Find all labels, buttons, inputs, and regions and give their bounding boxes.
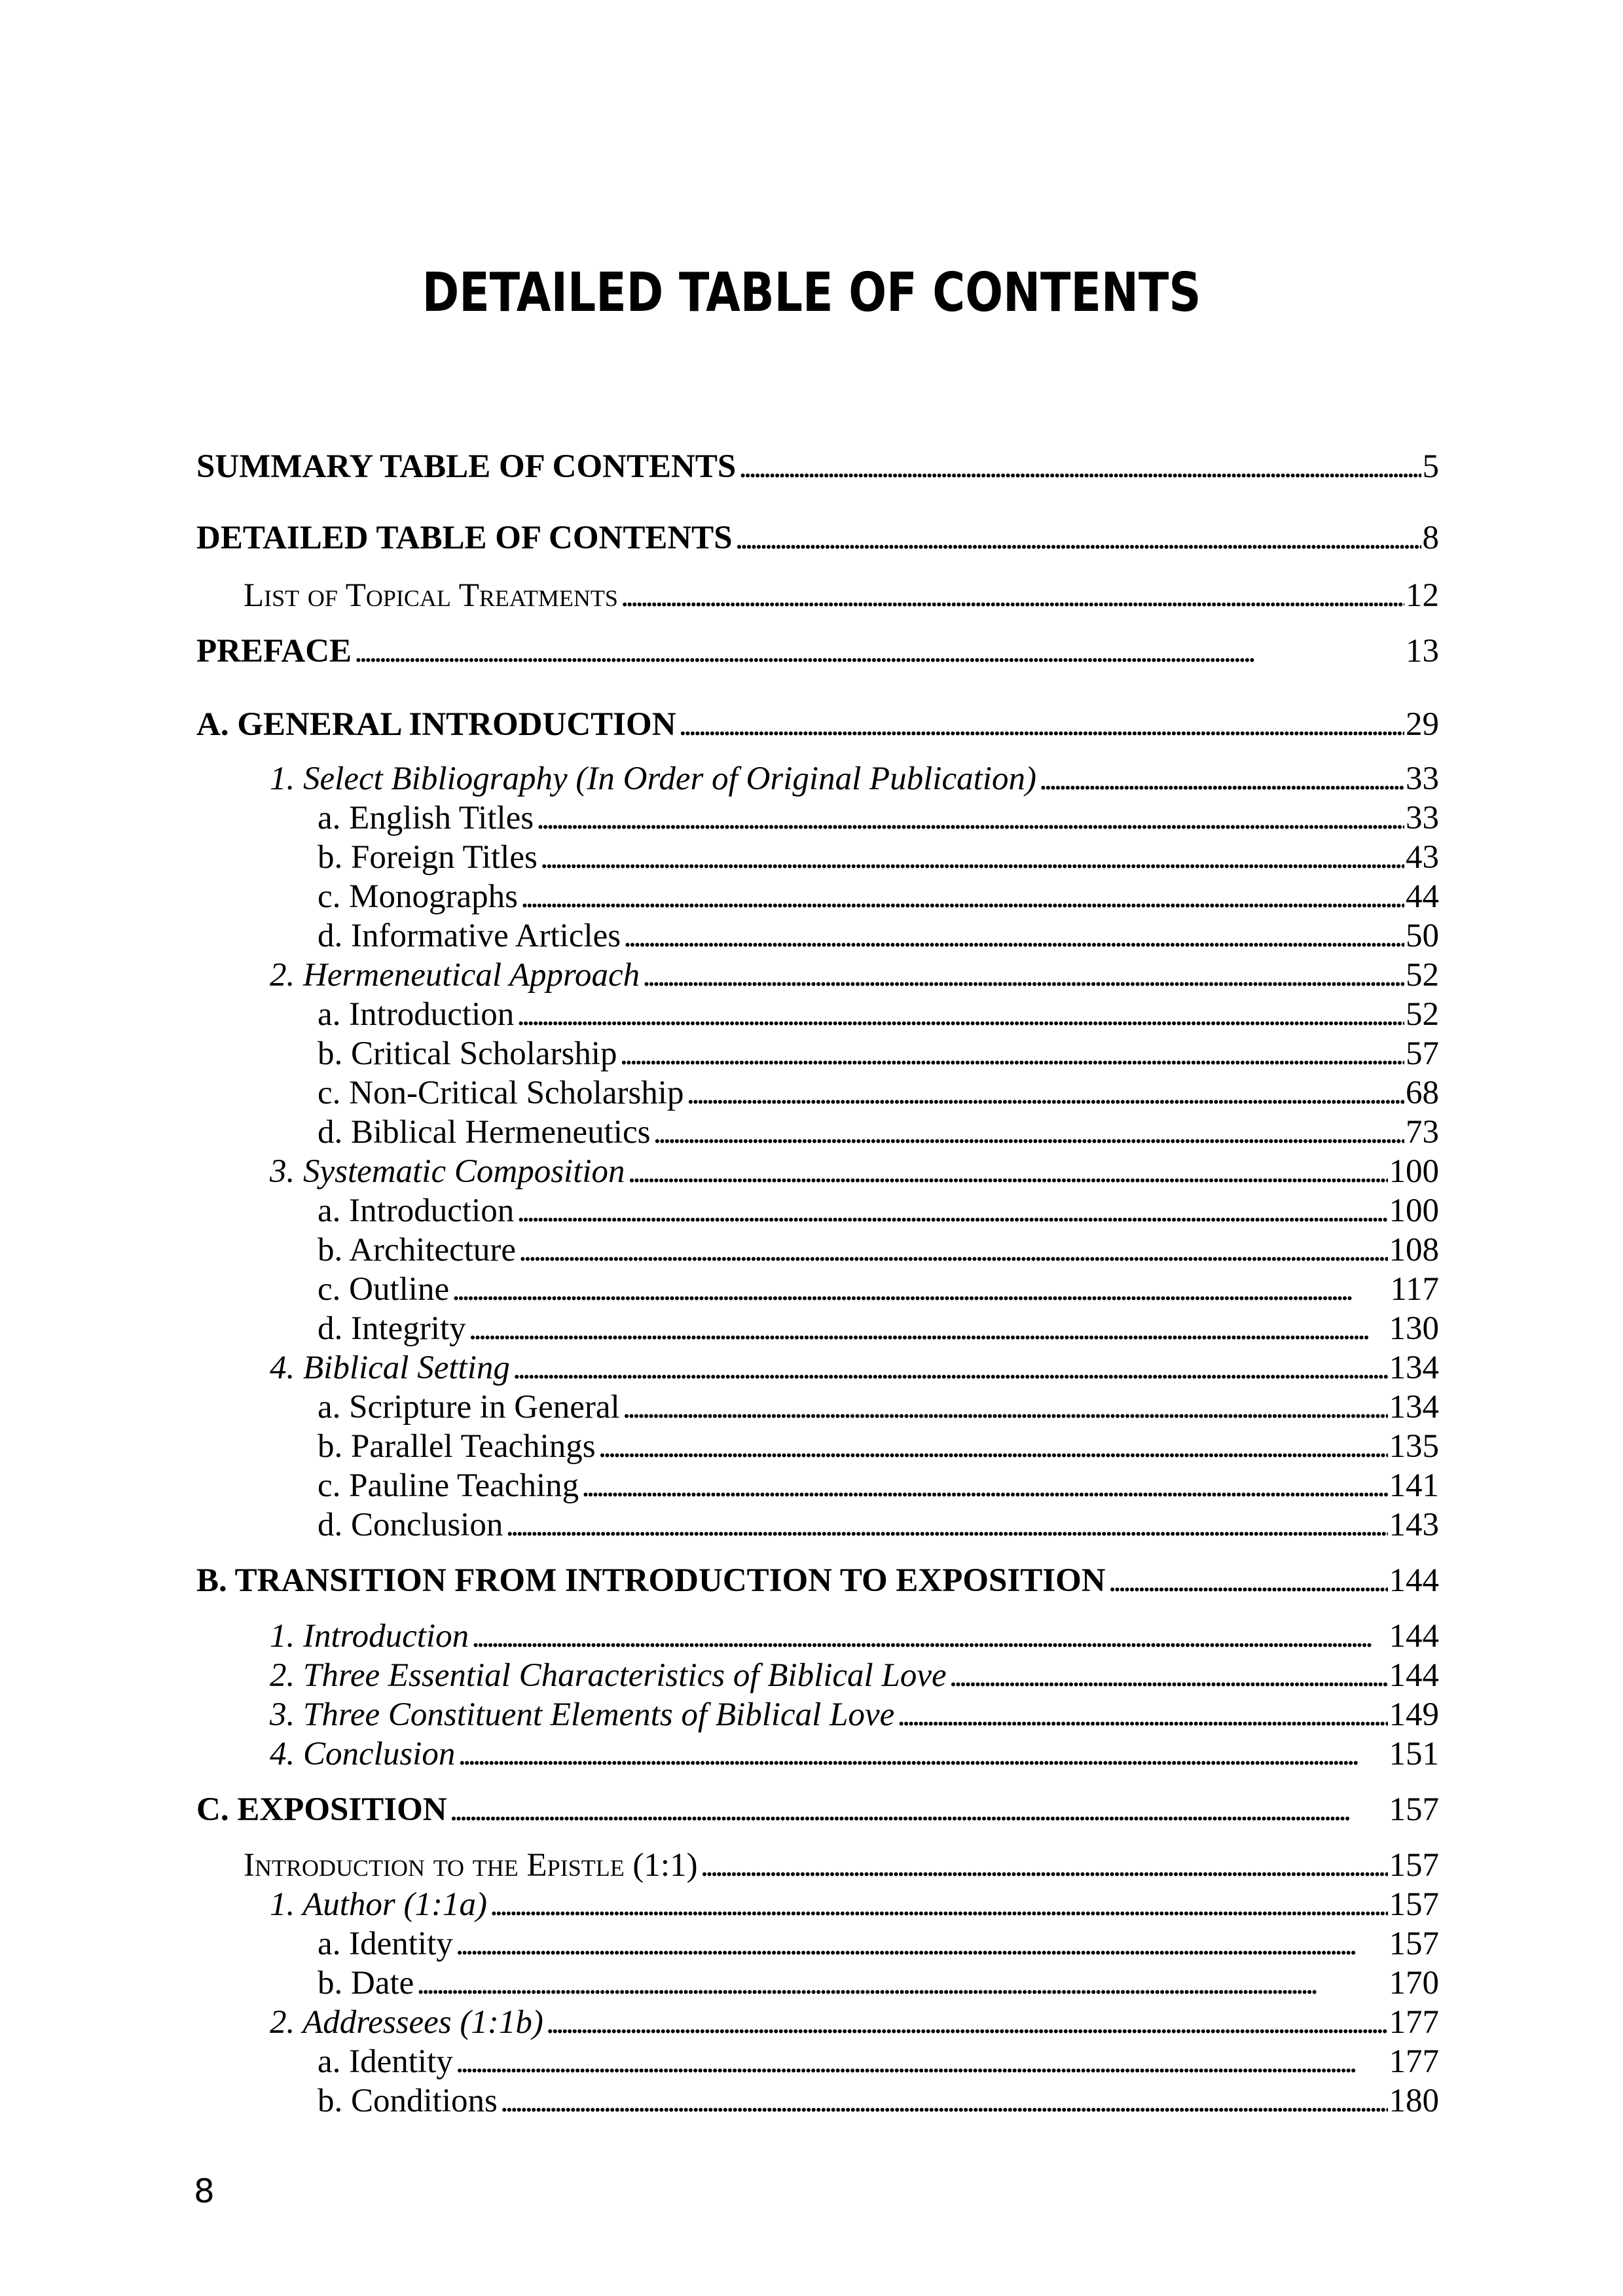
toc-entry-conditions[interactable] <box>318 2081 1439 2121</box>
toc-entry-detailed-table-of-contents[interactable] <box>196 518 1439 558</box>
toc-leader-dots <box>513 1348 1388 1388</box>
toc-entry-title: B. TRANSITION FROM INTRODUCTION TO EXPOSITION <box>196 1562 1106 1599</box>
toc-entry-title: c. Monographs <box>318 878 518 915</box>
toc-entry-introduction[interactable] <box>318 1191 1439 1230</box>
toc-entry-author[interactable] <box>270 1885 1439 1924</box>
toc-entry-systematic-composition[interactable] <box>270 1152 1439 1191</box>
toc-leader-dots <box>456 1924 1388 1964</box>
toc-entry-page: 12 <box>1406 577 1439 614</box>
toc-entry-title: c. Outline <box>318 1271 450 1308</box>
toc-entry-page: 144 <box>1389 1562 1439 1599</box>
toc-entry-title: SUMMARY TABLE OF CONTENTS <box>196 448 737 485</box>
toc-leader-dots <box>1108 1561 1388 1600</box>
toc-entry-english-titles[interactable] <box>318 798 1439 838</box>
toc-entry-integrity[interactable] <box>318 1309 1439 1348</box>
toc-entry-identity[interactable] <box>318 1924 1439 1964</box>
toc-entry-page: 141 <box>1389 1467 1439 1504</box>
toc-entry-page: 177 <box>1389 2043 1439 2080</box>
toc-leader-dots <box>452 1270 1389 1309</box>
toc-leader-dots <box>500 2081 1388 2121</box>
toc-entry-page: 29 <box>1406 706 1439 743</box>
toc-leader-dots <box>490 1885 1388 1924</box>
toc-leader-dots <box>598 1427 1388 1466</box>
toc-leader-dots <box>546 2003 1388 2042</box>
toc-entry-page: 157 <box>1389 1886 1439 1923</box>
toc-entry-title: DETAILED TABLE OF CONTENTS <box>196 520 733 556</box>
toc-leader-dots <box>540 838 1404 877</box>
toc-entry-title: 4. Biblical Setting <box>270 1350 510 1386</box>
toc-leader-dots <box>505 1505 1387 1545</box>
toc-entry-biblical-hermeneutics[interactable] <box>318 1113 1439 1152</box>
toc-entry-title: a. Identity <box>318 1926 453 1962</box>
toc-entry-title: b. Critical Scholarship <box>318 1035 617 1072</box>
toc-entry-title: C. EXPOSITION <box>196 1791 447 1828</box>
toc-entry-title: b. Architecture <box>318 1232 517 1268</box>
toc-leader-dots <box>623 1388 1388 1427</box>
toc-entry-page: 13 <box>1406 633 1439 670</box>
toc-entry-summary-table-of-contents[interactable] <box>196 447 1439 486</box>
toc-entry-title: 1. Select Bibliography (In Order of Original Publication) <box>270 761 1036 797</box>
toc-leader-dots <box>450 1790 1388 1829</box>
toc-entry-title: d. Conclusion <box>318 1507 503 1543</box>
toc-entry-conclusion[interactable] <box>270 1734 1439 1774</box>
toc-leader-dots <box>628 1152 1388 1191</box>
toc-entry-page: 33 <box>1406 761 1439 797</box>
toc-entry-conclusion[interactable] <box>318 1505 1439 1545</box>
toc-entry-general-introduction[interactable] <box>196 705 1439 744</box>
toc-entry-title: 3. Three Constituent Elements of Biblical Love <box>270 1696 895 1733</box>
toc-entry-three-constituent-elements[interactable] <box>270 1695 1439 1734</box>
toc-entry-title: d. Informative Articles <box>318 918 621 954</box>
toc-entry-title: Introduction to the Epistle (1:1) <box>244 1847 698 1884</box>
toc-entry-page: 100 <box>1389 1193 1439 1229</box>
toc-entry-page: 50 <box>1406 918 1439 954</box>
toc-entry-title: a. Introduction <box>318 1193 515 1229</box>
toc-entry-page: 44 <box>1406 878 1439 915</box>
toc-entry-title: 2. Hermeneutical Approach <box>270 957 640 994</box>
toc-entry-non-critical-scholarship[interactable] <box>318 1073 1439 1113</box>
toc-entry-transition[interactable] <box>196 1561 1439 1600</box>
toc-leader-dots <box>469 1309 1388 1348</box>
toc-entry-page: 68 <box>1406 1075 1439 1111</box>
toc-entry-page: 143 <box>1389 1507 1439 1543</box>
toc-entry-title: 3. Systematic Composition <box>270 1153 625 1190</box>
toc-entry-title: PREFACE <box>196 633 352 670</box>
toc-entry-page: 134 <box>1389 1389 1439 1426</box>
toc-entry-page: 157 <box>1389 1847 1439 1884</box>
toc-leader-dots <box>735 518 1421 558</box>
toc-entry-title: c. Pauline Teaching <box>318 1467 579 1504</box>
toc-entry-informative-articles[interactable] <box>318 916 1439 956</box>
toc-entry-page: 135 <box>1389 1428 1439 1465</box>
toc-entry-title: A. GENERAL INTRODUCTION <box>196 706 676 743</box>
toc-entry-title: 2. Three Essential Characteristics of Biblical Love <box>270 1657 947 1694</box>
toc-entry-page: 57 <box>1406 1035 1439 1072</box>
toc-entry-critical-scholarship[interactable] <box>318 1034 1439 1073</box>
toc-leader-dots <box>653 1113 1404 1152</box>
toc-leader-dots <box>679 705 1404 744</box>
toc-entry-preface[interactable] <box>196 632 1439 671</box>
toc-entry-parallel-teachings[interactable] <box>318 1427 1439 1466</box>
toc-entry-page: 170 <box>1389 1965 1439 2001</box>
toc-entry-page: 130 <box>1389 1310 1439 1347</box>
toc-leader-dots <box>456 2042 1388 2081</box>
page-number: 8 <box>194 2172 215 2210</box>
toc-entry-three-essential-characteristics[interactable] <box>270 1656 1439 1695</box>
toc-leader-dots <box>1039 759 1404 798</box>
page-title: DETAILED TABLE OF CONTENTS <box>422 262 1201 324</box>
toc-leader-dots <box>897 1695 1387 1734</box>
toc-entry-title: c. Non-Critical Scholarship <box>318 1075 684 1111</box>
toc-entry-page: 157 <box>1389 1791 1439 1828</box>
toc-entry-title: 4. Conclusion <box>270 1736 456 1772</box>
toc-entry-page: 151 <box>1389 1736 1439 1772</box>
toc-leader-dots <box>519 1230 1387 1270</box>
toc-entry-page: 73 <box>1406 1114 1439 1151</box>
toc-entry-title: b. Conditions <box>318 2083 498 2119</box>
toc-leader-dots <box>620 1034 1404 1073</box>
toc-entry-page: 43 <box>1406 839 1439 876</box>
toc-entry-page: 134 <box>1389 1350 1439 1386</box>
toc-entry-title: 1. Author (1:1a) <box>270 1886 487 1923</box>
toc-entry-introduction-to-the-epistle[interactable] <box>244 1846 1439 1885</box>
toc-entry-introduction[interactable] <box>270 1617 1439 1656</box>
toc-entry-page: 144 <box>1389 1618 1439 1655</box>
toc-entry-pauline-teaching[interactable] <box>318 1466 1439 1505</box>
toc-entry-page: 108 <box>1389 1232 1439 1268</box>
toc-entry-page: 144 <box>1389 1657 1439 1694</box>
toc-entry-title: b. Parallel Teachings <box>318 1428 596 1465</box>
toc-entry-page: 180 <box>1389 2083 1439 2119</box>
toc-leader-dots <box>739 447 1421 486</box>
toc-leader-dots <box>471 1617 1387 1656</box>
toc-leader-dots <box>642 956 1404 995</box>
toc-entry-architecture[interactable] <box>318 1230 1439 1270</box>
toc-entry-title: d. Biblical Hermeneutics <box>318 1114 651 1151</box>
toc-leader-dots <box>458 1734 1387 1774</box>
toc-entry-title: b. Date <box>318 1965 414 2001</box>
toc-entry-date[interactable] <box>318 1964 1439 2003</box>
toc-entry-hermeneutical-approach[interactable] <box>270 956 1439 995</box>
toc-entry-page: 52 <box>1406 996 1439 1033</box>
toc-leader-dots <box>536 798 1404 838</box>
toc-entry-page: 177 <box>1389 2004 1439 2041</box>
toc-leader-dots <box>701 1846 1388 1885</box>
toc-entry-page: 5 <box>1422 448 1439 485</box>
toc-entry-outline[interactable] <box>318 1270 1439 1309</box>
toc-entry-page: 52 <box>1406 957 1439 994</box>
toc-entry-page: 117 <box>1390 1271 1439 1308</box>
toc-leader-dots <box>621 576 1404 615</box>
toc-entry-exposition[interactable] <box>196 1790 1439 1829</box>
toc-entry-monographs[interactable] <box>318 877 1439 916</box>
toc-entry-biblical-setting[interactable] <box>270 1348 1439 1388</box>
toc-entry-title: 1. Introduction <box>270 1618 469 1655</box>
toc-entry-scripture-in-general[interactable] <box>318 1388 1439 1427</box>
toc-leader-dots <box>623 916 1404 956</box>
toc-leader-dots <box>581 1466 1387 1505</box>
toc-entry-list-of-topical-treatments[interactable] <box>244 576 1439 615</box>
toc-leader-dots <box>517 1191 1387 1230</box>
toc-entry-title: List of Topical Treatments <box>244 577 618 614</box>
toc-leader-dots <box>949 1656 1388 1695</box>
toc-entry-introduction[interactable] <box>318 995 1439 1034</box>
toc-leader-dots <box>520 877 1404 916</box>
toc-leader-dots <box>416 1964 1387 2003</box>
toc-entry-title: a. English Titles <box>318 800 534 836</box>
toc-entry-title: a. Identity <box>318 2043 453 2080</box>
toc-entry-title: b. Foreign Titles <box>318 839 538 876</box>
toc-leader-dots <box>354 632 1404 671</box>
toc-entry-title: 2. Addressees (1:1b) <box>270 2004 543 2041</box>
toc-entry-title: d. Integrity <box>318 1310 466 1347</box>
toc-leader-dots <box>517 995 1404 1034</box>
toc-entry-page: 157 <box>1389 1926 1439 1962</box>
toc-entry-foreign-titles[interactable] <box>318 838 1439 877</box>
toc-entry-page: 33 <box>1406 800 1439 836</box>
toc-entry-page: 8 <box>1422 520 1439 556</box>
toc-leader-dots <box>686 1073 1404 1113</box>
toc-entry-select-bibliography[interactable] <box>270 759 1439 798</box>
toc-entry-page: 100 <box>1389 1153 1439 1190</box>
toc-entry-title: a. Scripture in General <box>318 1389 620 1426</box>
toc-entry-page: 149 <box>1389 1696 1439 1733</box>
toc-entry-identity[interactable] <box>318 2042 1439 2081</box>
table-of-contents <box>196 0 1439 2296</box>
toc-entry-addressees[interactable] <box>270 2003 1439 2042</box>
toc-entry-title: a. Introduction <box>318 996 515 1033</box>
